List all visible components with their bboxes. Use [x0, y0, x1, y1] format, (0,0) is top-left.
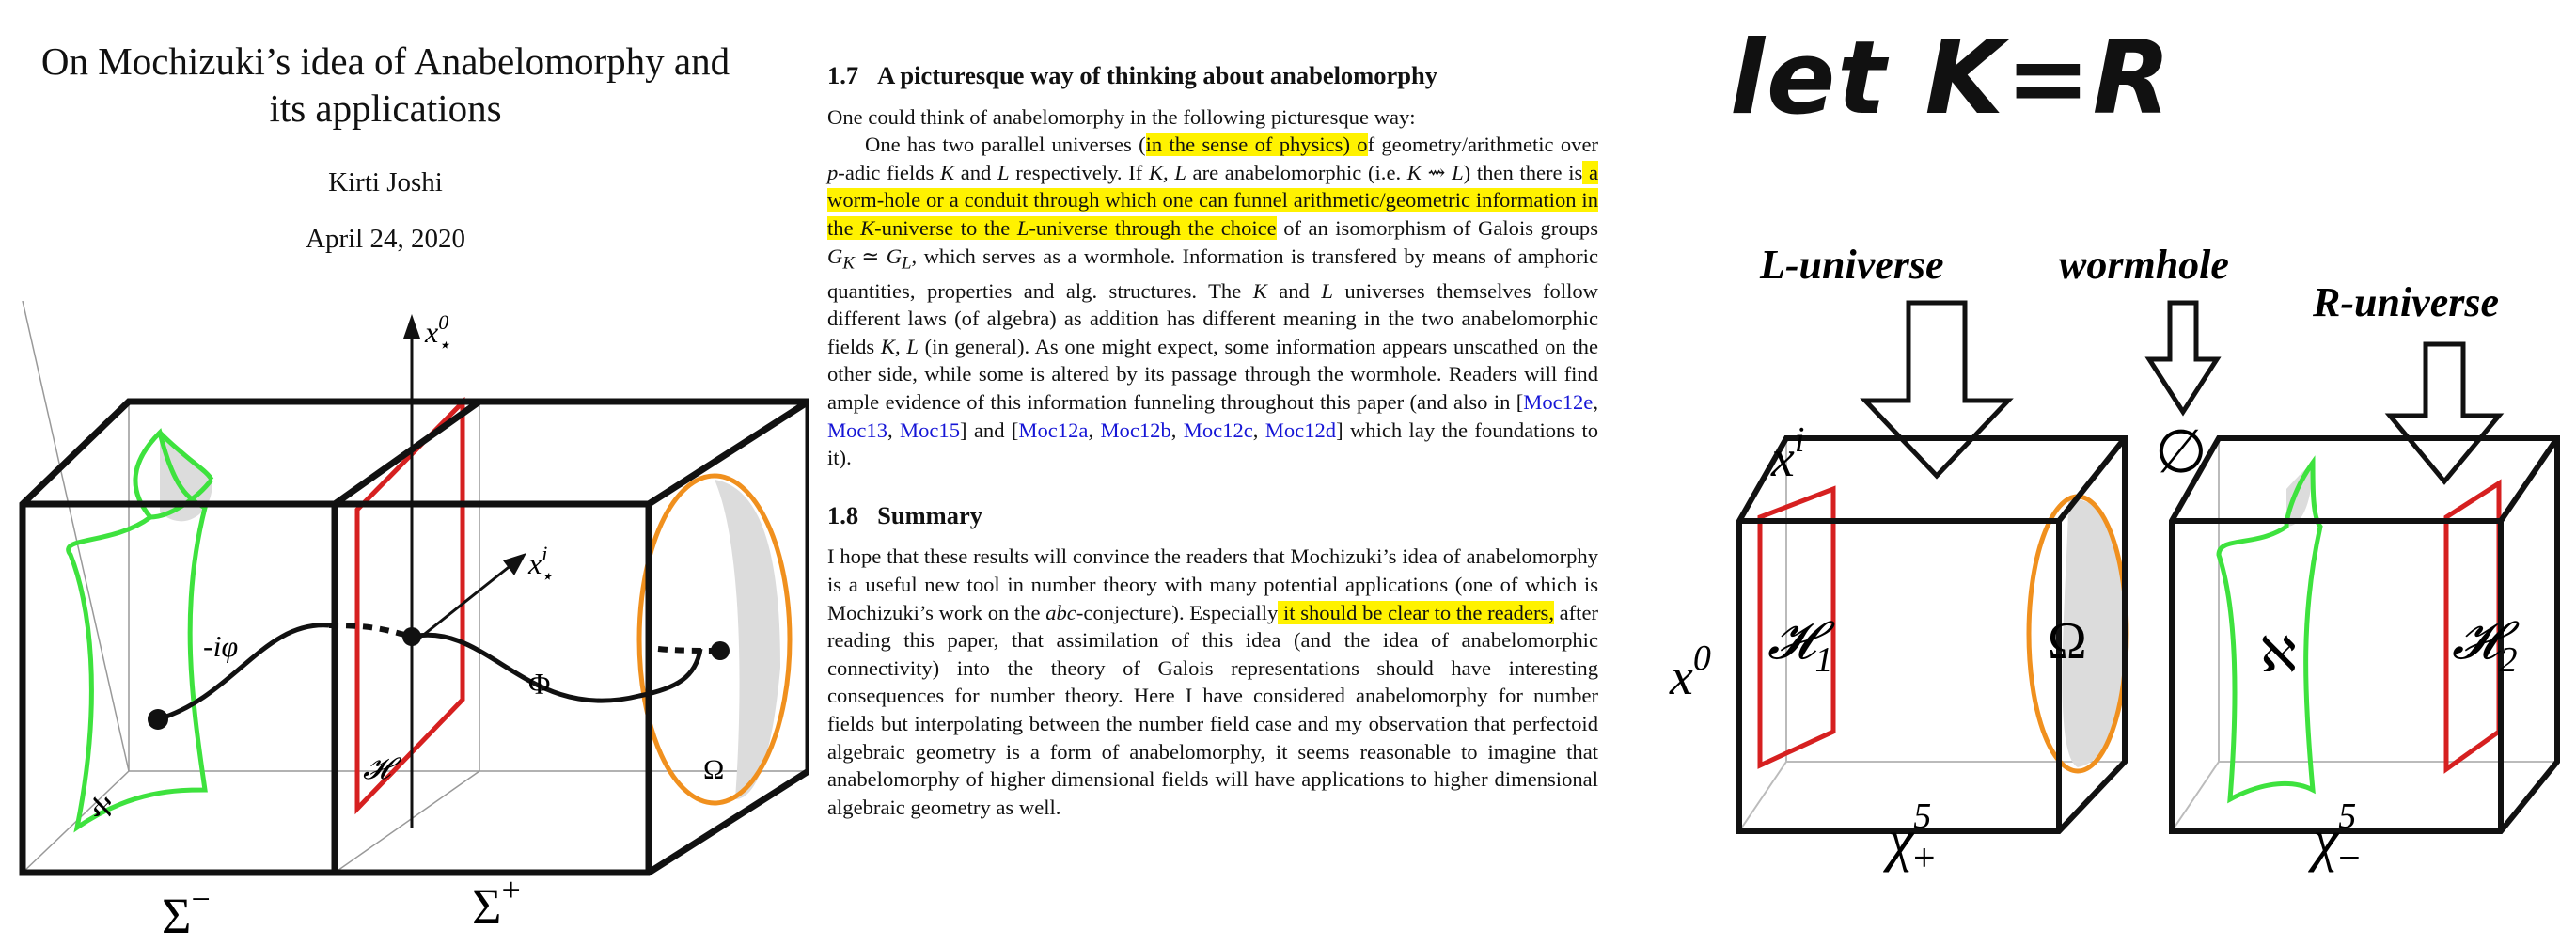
omega-label: Ω [703, 754, 725, 785]
h2-label: 𝓗$_2$ [2452, 612, 2518, 680]
headline-let-k-r: let K=R [1730, 20, 2173, 137]
highlight-physics: in the sense of physics) o [1145, 133, 1368, 157]
empty-set-symbol: ∅ [2155, 418, 2207, 485]
section-1-7-intro: One could think of anabelomorphy in the following picturesque way: [827, 104, 1416, 129]
section-1-8-heading: 1.8 Summary [827, 500, 983, 529]
x-i-label: $x^i$ [1771, 420, 1805, 488]
r-universe-label: R-universe [2313, 279, 2499, 325]
aleph-label: ℵ [92, 794, 112, 823]
aleph-label-right: ℵ [2260, 629, 2297, 683]
l-universe-arrow [1865, 303, 2008, 476]
h-plane [357, 402, 463, 809]
citation-link[interactable]: Moc12a [1018, 418, 1089, 442]
citation-link[interactable]: Moc13 [827, 418, 888, 442]
anabelomorphy-diagram [0, 301, 809, 946]
sigma-minus-label: Σ− [162, 880, 211, 944]
section-1-7-paragraph: One has two parallel universes (in the sense of physics) of geometry/arithmetic over p-adic fields K and L respectively. If K, L are anabelomorphic (i.e. K ⇝ L) then there is a worm-hole or a conduit through which one can funnel arithmetic/geometric information in the K-universe to the L-universe through the choice of an isomorphism of Galois groups $G_K$ ≃ $G_L$, which serves as a wormhole. Information is transfered by means of amphoric quantities, properties and alg. structures. The K and L universes themselves follow different laws (of algebra) as addition has different meaning in the two anabelomorphic fields K, L (in general). As one might expect, some information appears unscathed on the other side, while some is altered by its passage through the wormhole. Readers will find ample evidence of this information funneling throughout this paper (and also in [Moc12e, Moc13, Moc15] and [Moc12a, Moc12b, Moc12c, Moc12d] which lay the foundations to it). [827, 133, 1599, 470]
axis-arrow-diag [503, 553, 526, 575]
h-label: 𝓗 [363, 751, 390, 785]
citation-link[interactable]: Moc15 [900, 418, 961, 442]
title-line-1: On Mochizuki’s idea of Anabelomorphy and [40, 39, 730, 83]
highlight-clear: it should be clear to the readers, [1278, 600, 1554, 624]
axis-xi-label: $x^i$ ⋆ [528, 542, 554, 588]
wormhole-arrow [2149, 303, 2217, 412]
aleph-surface [69, 433, 212, 828]
title-line-2: its applications [269, 87, 502, 130]
omega-label-right: Ω [2048, 612, 2087, 670]
citation-link[interactable]: Moc12e [1523, 390, 1594, 415]
citation-link[interactable]: Moc12d [1264, 418, 1337, 442]
phi-label: Φ [528, 667, 551, 701]
paper-body [827, 62, 1598, 821]
hidden-edges [23, 301, 809, 873]
paper-author: Kirti Joshi [328, 167, 443, 197]
h1-label: 𝓗$_1$ [1767, 612, 1833, 680]
l-universe-label: L-universe [1760, 242, 1944, 288]
chi-minus-label: $\chi^5$ − [2313, 796, 2363, 880]
universes-diagram [1655, 216, 2576, 946]
section-1-8-paragraph: I hope that these results will convince the readers that Mochizuki’s idea of anabelomorphy is a useful new tool in number theory with many potential applications (one of which is Mochizuki’s work on the abc-conjecture). Especially it should be clear to the readers, after reading this paper, that assimilation of this idea (and the idea of anabelomorphic connectivity) into the theory of Galois representations should have interesting consequences for number theory. Here I have considered anabelomorphy for number fields but interpolating between the number field case and my observation that perfectoid algebraic geometry is a form of anabelomorphy, it seems reasonable to imagine that anabelomorphy of higher dimensional fields will have applications to higher dimensional algebraic geometry as well. [827, 544, 1599, 819]
axis-x0-label: $x^0$ ⋆ [425, 310, 450, 356]
x-0-label: $x^0$ [1670, 639, 1711, 706]
r-universe-arrow [2390, 344, 2499, 481]
chi-plus-label: $\chi^5$ + [1888, 796, 1938, 880]
section-1-7-heading: 1.7 A picturesque way of thinking about anabelomorphy [827, 61, 1437, 89]
phase-label: -iφ [203, 629, 239, 663]
citation-link[interactable]: Moc12c [1183, 418, 1253, 442]
wormhole-label: wormhole [2059, 242, 2229, 288]
axis-arrow-up [403, 314, 420, 339]
citation-link[interactable]: Moc12b [1100, 418, 1171, 442]
paper-date: April 24, 2020 [306, 224, 465, 254]
paper-title [0, 38, 771, 132]
sigma-plus-label: Σ+ [472, 871, 521, 935]
highlight-wormhole: a worm-hole or a conduit through which one can funnel arithmetic/geometric information in the K-universe to the L-universe through the choice [827, 160, 1598, 240]
